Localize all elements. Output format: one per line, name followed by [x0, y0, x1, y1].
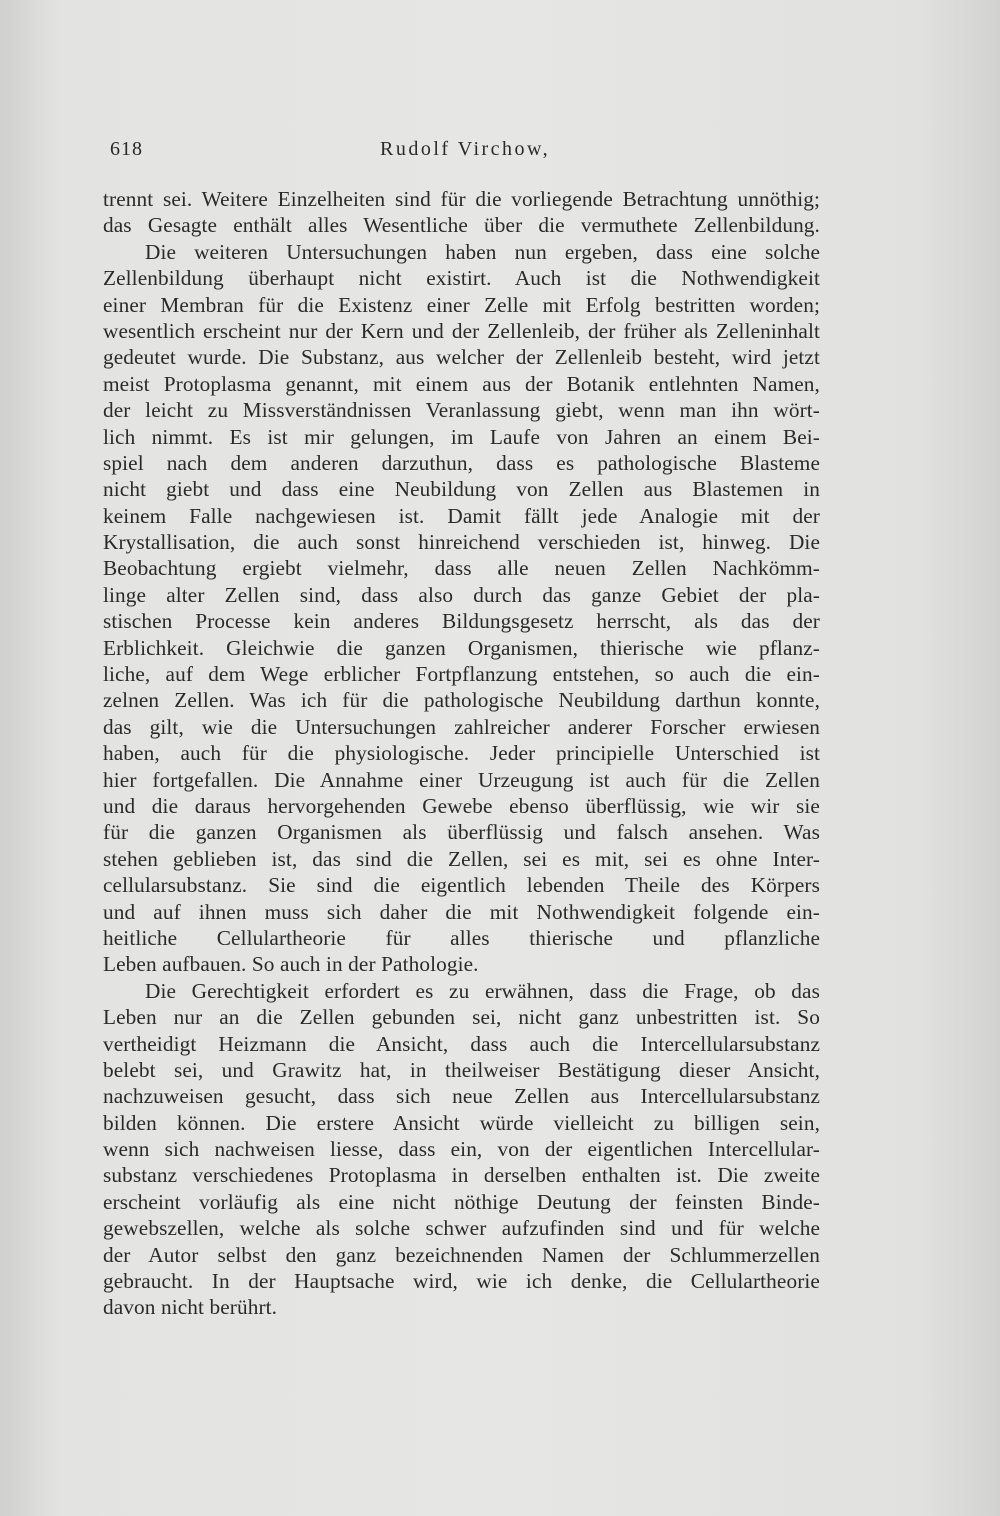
page-header — [110, 138, 822, 168]
text-line: linge alter Zellen sind, dass also durch das ganze Gebiet der pla- — [103, 582, 820, 607]
text-line: das Gesagte enthält alles Wesentliche über die vermuthete Zellenbildung. — [103, 213, 820, 238]
text-line: Die Gerechtigkeit erfordert es zu erwähnen, dass die Frage, ob das — [145, 978, 820, 1003]
text-line: der leicht zu Missverständnissen Veranlassung giebt, wenn man ihn wört- — [103, 398, 820, 423]
text-line: nachzuweisen gesucht, dass sich neue Zellen aus Intercellularsubstanz — [103, 1084, 820, 1109]
text-line: Die weiteren Untersuchungen haben nun ergeben, dass eine solche — [145, 239, 820, 264]
text-line: Beobachtung ergiebt vielmehr, dass alle neuen Zellen Nachkömm- — [103, 556, 820, 581]
text-line: gedeutet wurde. Die Substanz, aus welcher der Zellenleib besteht, wird jetzt — [103, 345, 820, 370]
text-line: hier fortgefallen. Die Annahme einer Urzeugung ist auch für die Zellen — [103, 767, 820, 792]
text-line: liche, auf dem Wege erblicher Fortpflanzung entstehen, so auch die ein- — [103, 662, 820, 687]
text-line: trennt sei. Weitere Einzelheiten sind für die vorliegende Betrachtung unnöthig; — [103, 187, 820, 211]
text-line: und auf ihnen muss sich daher die mit Nothwendigkeit folgende ein- — [103, 899, 820, 924]
text-line: zelnen Zellen. Was ich für die pathologische Neubildung darthun konnte, — [103, 688, 820, 713]
text-line: Leben aufbauen. So auch in der Pathologie. — [103, 952, 479, 977]
text-line: keinem Falle nachgewiesen ist. Damit fällt jede Analogie mit der — [103, 503, 820, 528]
text-line: bilden können. Die erstere Ansicht würde vielleicht zu billigen sein, — [103, 1110, 820, 1135]
page-number: 618 — [110, 138, 143, 160]
text-line: wenn sich nachweisen liesse, dass ein, von der eigentlichen Intercellular- — [103, 1137, 820, 1162]
text-line: Leben nur an die Zellen gebunden sei, nicht ganz unbestritten ist. So — [103, 1005, 820, 1030]
text-line: heitliche Cellulartheorie für alles thierische und pflanzliche — [103, 925, 820, 950]
text-line: das gilt, wie die Untersuchungen zahlreicher anderer Forscher erwiesen — [103, 714, 820, 739]
text-line: belebt sei, und Grawitz hat, in theilweiser Bestätigung dieser Ansicht, — [103, 1057, 820, 1082]
text-line: stischen Processe kein anderes Bildungsgesetz herrscht, als das der — [103, 609, 820, 634]
running-title: Rudolf Virchow, — [380, 138, 551, 160]
text-line: Erblichkeit. Gleichwie die ganzen Organismen, thierische wie pflanz- — [103, 635, 820, 660]
text-line: der Autor selbst den ganz bezeichnenden Namen der Schlummerzellen — [103, 1242, 820, 1267]
text-line: haben, auch für die physiologische. Jeder principielle Unterschied ist — [103, 741, 820, 766]
text-line: vertheidigt Heizmann die Ansicht, dass auch die Intercellularsubstanz — [103, 1031, 820, 1056]
text-line: gewebszellen, welche als solche schwer aufzufinden sind und für welche — [103, 1216, 820, 1241]
text-line: Zellenbildung überhaupt nicht existirt. Auch ist die Nothwendigkeit — [103, 266, 820, 291]
text-line: davon nicht berührt. — [103, 1295, 278, 1320]
text-line: cellularsubstanz. Sie sind die eigentlich lebenden Theile des Körpers — [103, 873, 820, 898]
text-line: stehen geblieben ist, das sind die Zellen, sei es mit, sei es ohne Inter- — [103, 846, 820, 871]
text-line: wesentlich erscheint nur der Kern und der Zellenleib, der früher als Zelleninhalt — [103, 318, 820, 343]
text-line: gebraucht. In der Hauptsache wird, wie ich denke, die Cellulartheorie — [103, 1269, 820, 1294]
text-line: meist Protoplasma genannt, mit einem aus der Botanik entlehnten Namen, — [103, 371, 820, 396]
text-line: erscheint vorläufig als eine nicht nöthige Deutung der feinsten Binde- — [103, 1189, 820, 1214]
text-line: für die ganzen Organismen als überflüssig und falsch ansehen. Was — [103, 820, 820, 845]
text-line: Krystallisation, die auch sonst hinreichend verschieden ist, hinweg. Die — [103, 530, 820, 555]
text-line: spiel nach dem anderen darzuthun, dass es pathologische Blasteme — [103, 450, 820, 475]
body-text — [103, 186, 820, 1321]
text-line: nicht giebt und dass eine Neubildung von Zellen aus Blastemen in — [103, 477, 820, 502]
text-line: substanz verschiedenes Protoplasma in derselben enthalten ist. Die zweite — [103, 1163, 820, 1188]
text-line: lich nimmt. Es ist mir gelungen, im Laufe von Jahren an einem Bei- — [103, 424, 820, 449]
text-line: einer Membran für die Existenz einer Zelle mit Erfolg bestritten worden; — [103, 292, 820, 317]
text-line: und die daraus hervorgehenden Gewebe ebenso überflüssig, wie wir sie — [103, 793, 820, 818]
